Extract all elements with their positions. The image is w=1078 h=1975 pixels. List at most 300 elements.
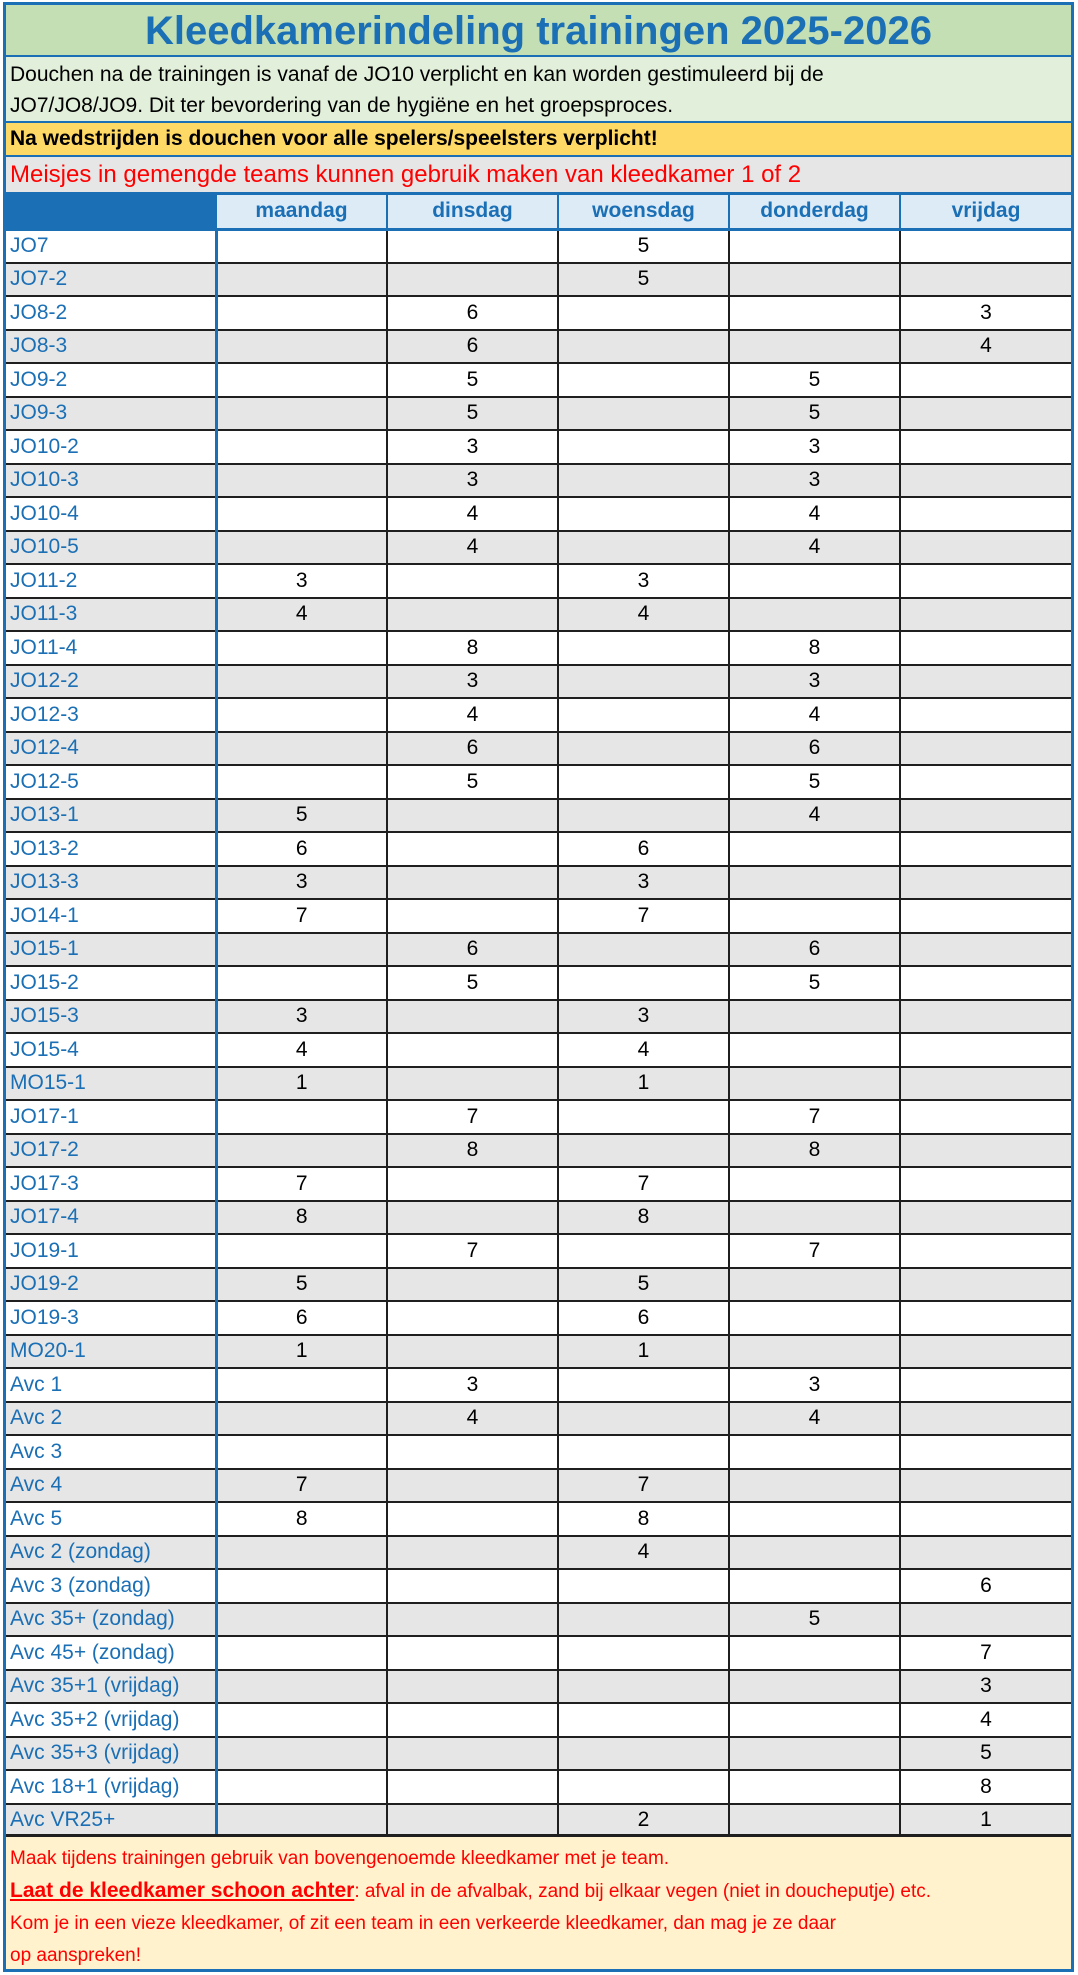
room-cell: 7 [729,1100,900,1134]
room-cell [900,799,1071,833]
room-cell [729,1536,900,1570]
room-cell: 4 [729,799,900,833]
room-cell: 6 [729,933,900,967]
room-cell [729,1201,900,1235]
team-name-cell: JO13-3 [6,866,216,900]
room-cell: 5 [558,1268,729,1302]
team-name-cell: JO10-5 [6,531,216,565]
room-cell [729,330,900,364]
room-cell: 6 [729,732,900,766]
team-name-cell: JO19-1 [6,1234,216,1268]
room-cell [729,598,900,632]
room-cell [558,933,729,967]
schedule-table [6,195,1071,1838]
room-cell [558,765,729,799]
room-cell [900,464,1071,498]
room-cell [900,1603,1071,1637]
table-row [6,1569,1071,1603]
team-name-cell: MO20-1 [6,1335,216,1369]
room-cell [558,1737,729,1771]
room-cell [558,1770,729,1804]
footer-line-2-rest: : afval in de afvalbak, zand bij elkaar vegen (niet in doucheputje) etc. [354,1881,932,1902]
room-cell [216,497,387,531]
room-cell: 8 [216,1201,387,1235]
room-cell: 4 [216,1033,387,1067]
team-name-cell: JO10-4 [6,497,216,531]
room-cell [216,631,387,665]
header-day: donderdag [729,195,900,229]
team-name-cell: Avc 1 [6,1368,216,1402]
room-cell [558,531,729,565]
team-name-cell: Avc 35+1 (vrijdag) [6,1670,216,1704]
table-row [6,564,1071,598]
table-row [6,1335,1071,1369]
room-cell [900,1067,1071,1101]
room-cell [387,1033,558,1067]
table-row [6,263,1071,297]
room-cell: 7 [558,1469,729,1503]
room-cell [216,1100,387,1134]
room-cell [900,1268,1071,1302]
table-row [6,1435,1071,1469]
room-cell [900,430,1071,464]
room-cell: 4 [558,1033,729,1067]
table-row [6,698,1071,732]
room-cell [387,1636,558,1670]
table-row [6,631,1071,665]
room-cell [729,832,900,866]
room-cell: 1 [900,1804,1071,1838]
room-cell [729,229,900,263]
room-cell [216,464,387,498]
room-cell [729,1670,900,1704]
table-row [6,1134,1071,1168]
room-cell [729,1502,900,1536]
room-cell [387,899,558,933]
room-cell [387,229,558,263]
room-cell: 7 [387,1100,558,1134]
room-cell: 5 [216,1268,387,1302]
room-cell [729,263,900,297]
page-title: Kleedkamerindeling trainingen 2025-2026 [6,5,1071,57]
table-row [6,397,1071,431]
team-name-cell: Avc 2 (zondag) [6,1536,216,1570]
room-cell [900,832,1071,866]
room-cell: 4 [729,531,900,565]
room-cell [900,1100,1071,1134]
room-cell [900,1201,1071,1235]
team-name-cell: Avc 3 (zondag) [6,1569,216,1603]
room-cell: 5 [387,397,558,431]
table-row [6,1067,1071,1101]
room-cell [558,1368,729,1402]
room-cell: 8 [729,1134,900,1168]
room-cell: 4 [387,1402,558,1436]
room-cell [729,1703,900,1737]
room-cell [387,1000,558,1034]
room-cell [729,1268,900,1302]
room-cell: 5 [729,1603,900,1637]
room-cell [216,665,387,699]
room-cell [387,1703,558,1737]
room-cell [216,1435,387,1469]
room-cell [387,866,558,900]
room-cell: 5 [216,799,387,833]
room-cell: 7 [216,1167,387,1201]
header-day: maandag [216,195,387,229]
table-row [6,1737,1071,1771]
room-cell [558,497,729,531]
room-cell [900,698,1071,732]
room-cell [900,1301,1071,1335]
footer-line-4: op aanspreken! [10,1945,141,1966]
table-row [6,1804,1071,1838]
room-cell [900,1335,1071,1369]
room-cell [729,1636,900,1670]
room-cell: 3 [387,665,558,699]
team-name-cell: JO14-1 [6,899,216,933]
room-cell [729,1469,900,1503]
room-cell [558,1134,729,1168]
team-name-cell: JO11-3 [6,598,216,632]
footer-line-2-strong: Laat de kleedkamer schoon achter [10,1879,355,1902]
room-cell [900,899,1071,933]
room-cell [900,1502,1071,1536]
room-cell [558,296,729,330]
room-cell: 3 [387,1368,558,1402]
room-cell: 3 [729,464,900,498]
room-cell [558,631,729,665]
table-row [6,1268,1071,1302]
room-cell: 3 [729,430,900,464]
room-cell [558,397,729,431]
table-row [6,464,1071,498]
team-name-cell: JO7-2 [6,263,216,297]
room-cell: 7 [216,1469,387,1503]
room-cell: 5 [558,263,729,297]
room-cell [216,229,387,263]
room-cell [900,1033,1071,1067]
room-cell [729,1033,900,1067]
table-row [6,1301,1071,1335]
table-row [6,966,1071,1000]
room-cell [216,1603,387,1637]
team-name-cell: JO13-2 [6,832,216,866]
room-cell: 4 [216,598,387,632]
team-name-cell: JO10-2 [6,430,216,464]
room-cell [558,698,729,732]
table-row [6,832,1071,866]
team-name-cell: JO19-3 [6,1301,216,1335]
room-cell [216,732,387,766]
room-cell: 5 [729,363,900,397]
room-cell: 4 [387,531,558,565]
room-cell [387,1569,558,1603]
room-cell [729,564,900,598]
room-cell: 8 [387,631,558,665]
room-cell: 8 [216,1502,387,1536]
table-row [6,1033,1071,1067]
footer-line-2 [10,1875,1067,1908]
room-cell [216,1703,387,1737]
room-cell [729,1000,900,1034]
table-body [6,229,1071,1837]
team-name-cell: JO7 [6,229,216,263]
room-cell [216,1234,387,1268]
room-cell [900,263,1071,297]
team-name-cell: JO8-3 [6,330,216,364]
room-cell [558,1703,729,1737]
room-cell: 7 [900,1636,1071,1670]
room-cell [729,1335,900,1369]
team-name-cell: Avc 45+ (zondag) [6,1636,216,1670]
room-cell: 6 [387,732,558,766]
table-row [6,1502,1071,1536]
schedule-sheet [3,2,1074,1972]
table-row [6,1000,1071,1034]
team-name-cell: Avc 35+3 (vrijdag) [6,1737,216,1771]
room-cell: 8 [558,1502,729,1536]
room-cell: 8 [729,631,900,665]
room-cell [387,1670,558,1704]
room-cell: 6 [216,1301,387,1335]
team-name-cell: Avc VR25+ [6,1804,216,1838]
room-cell: 4 [558,1536,729,1570]
room-cell [387,598,558,632]
team-name-cell: Avc 2 [6,1402,216,1436]
room-cell: 7 [216,899,387,933]
room-cell [900,631,1071,665]
table-row [6,1402,1071,1436]
room-cell [216,1770,387,1804]
team-name-cell: JO17-2 [6,1134,216,1168]
room-cell [216,1804,387,1838]
room-cell [558,1402,729,1436]
room-cell [216,397,387,431]
table-row [6,933,1071,967]
room-cell [900,1402,1071,1436]
room-cell: 7 [558,1167,729,1201]
room-cell: 3 [900,296,1071,330]
room-cell [729,1301,900,1335]
room-cell [216,1402,387,1436]
room-cell: 2 [558,1804,729,1838]
room-cell [216,330,387,364]
room-cell [900,1536,1071,1570]
room-cell [387,1502,558,1536]
table-row [6,296,1071,330]
room-cell: 7 [387,1234,558,1268]
room-cell: 1 [216,1067,387,1101]
header-day: woensdag [558,195,729,229]
team-name-cell: JO15-1 [6,933,216,967]
room-cell [900,564,1071,598]
room-cell [558,1435,729,1469]
room-cell: 4 [900,1703,1071,1737]
room-cell [900,765,1071,799]
team-name-cell: JO17-1 [6,1100,216,1134]
notice-matches: Na wedstrijden is douchen voor alle spelers/speelsters verplicht! [6,123,1071,157]
team-name-cell: Avc 3 [6,1435,216,1469]
room-cell [900,1435,1071,1469]
room-cell [729,296,900,330]
team-name-cell: JO19-2 [6,1268,216,1302]
room-cell: 6 [558,832,729,866]
room-cell [387,1469,558,1503]
footer-line-1: Maak tijdens trainingen gebruik van bovengenoemde kleedkamer met je team. [10,1848,670,1869]
table-row [6,330,1071,364]
room-cell [216,263,387,297]
room-cell: 5 [729,765,900,799]
room-cell: 7 [729,1234,900,1268]
room-cell [387,1536,558,1570]
room-cell: 6 [387,330,558,364]
room-cell [900,598,1071,632]
intro-text [6,57,1071,123]
room-cell [558,665,729,699]
table-header-row [6,195,1071,229]
room-cell [387,263,558,297]
room-cell: 3 [729,1368,900,1402]
footer-notes [6,1834,1071,1969]
team-name-cell: JO13-1 [6,799,216,833]
table-row [6,1469,1071,1503]
room-cell [387,1435,558,1469]
table-row [6,229,1071,263]
team-name-cell: JO11-4 [6,631,216,665]
header-day: vrijdag [900,195,1071,229]
room-cell: 5 [729,397,900,431]
table-row [6,765,1071,799]
room-cell [558,464,729,498]
room-cell [216,933,387,967]
footer-line-3: Kom je in een vieze kleedkamer, of zit een team in een verkeerde kleedkamer, dan mag je ze daar [10,1913,836,1934]
room-cell: 5 [900,1737,1071,1771]
room-cell [900,397,1071,431]
room-cell [729,1569,900,1603]
room-cell [387,564,558,598]
room-cell: 4 [900,330,1071,364]
room-cell [216,1569,387,1603]
room-cell [900,1167,1071,1201]
room-cell [900,497,1071,531]
room-cell [558,1636,729,1670]
room-cell [900,966,1071,1000]
room-cell [900,665,1071,699]
room-cell [558,966,729,1000]
room-cell: 8 [387,1134,558,1168]
team-name-cell: JO17-4 [6,1201,216,1235]
room-cell [558,330,729,364]
table-row [6,1234,1071,1268]
room-cell: 3 [216,1000,387,1034]
room-cell [900,1134,1071,1168]
room-cell [900,1368,1071,1402]
room-cell [900,1000,1071,1034]
room-cell: 4 [558,598,729,632]
room-cell: 3 [387,430,558,464]
room-cell [216,765,387,799]
team-name-cell: Avc 18+1 (vrijdag) [6,1770,216,1804]
intro-line-1: Douchen na de trainingen is vanaf de JO10 verplicht en kan worden gestimuleerd bij de [10,63,824,86]
room-cell [558,1100,729,1134]
room-cell: 3 [729,665,900,699]
room-cell [729,866,900,900]
room-cell [387,1268,558,1302]
room-cell [900,933,1071,967]
room-cell: 4 [387,497,558,531]
room-cell [558,363,729,397]
room-cell: 6 [900,1569,1071,1603]
room-cell: 8 [558,1201,729,1235]
room-cell [900,229,1071,263]
notice-girls: Meisjes in gemengde teams kunnen gebruik maken van kleedkamer 1 of 2 [6,157,1071,195]
room-cell [729,1067,900,1101]
room-cell [900,531,1071,565]
header-day: dinsdag [387,195,558,229]
room-cell [900,1469,1071,1503]
team-name-cell: JO15-3 [6,1000,216,1034]
team-name-cell: JO9-3 [6,397,216,431]
room-cell: 5 [387,363,558,397]
room-cell [729,1737,900,1771]
table-row [6,866,1071,900]
room-cell: 5 [387,765,558,799]
room-cell [558,1670,729,1704]
table-row [6,430,1071,464]
room-cell: 3 [558,1000,729,1034]
table-row [6,497,1071,531]
room-cell [387,1067,558,1101]
room-cell: 8 [900,1770,1071,1804]
team-name-cell: JO12-4 [6,732,216,766]
room-cell: 6 [216,832,387,866]
room-cell [216,1134,387,1168]
room-cell [900,363,1071,397]
room-cell [387,1804,558,1838]
header-corner [6,195,216,229]
team-name-cell: JO15-4 [6,1033,216,1067]
room-cell [729,1770,900,1804]
team-name-cell: JO11-2 [6,564,216,598]
room-cell [558,430,729,464]
team-name-cell: MO15-1 [6,1067,216,1101]
table-row [6,665,1071,699]
team-name-cell: Avc 35+ (zondag) [6,1603,216,1637]
table-row [6,598,1071,632]
room-cell [387,1201,558,1235]
table-row [6,1100,1071,1134]
room-cell: 3 [900,1670,1071,1704]
room-cell [216,363,387,397]
room-cell [558,1234,729,1268]
room-cell: 3 [558,564,729,598]
room-cell [729,899,900,933]
table-row [6,1368,1071,1402]
room-cell [729,1167,900,1201]
room-cell: 6 [558,1301,729,1335]
room-cell: 3 [216,564,387,598]
room-cell: 5 [729,966,900,1000]
room-cell [900,866,1071,900]
team-name-cell: JO12-2 [6,665,216,699]
table-row [6,1536,1071,1570]
room-cell [216,296,387,330]
intro-line-2: JO7/JO8/JO9. Dit ter bevordering van de hygiëne en het groepsproces. [10,94,674,117]
team-name-cell: JO8-2 [6,296,216,330]
room-cell: 3 [216,866,387,900]
team-name-cell: JO12-3 [6,698,216,732]
